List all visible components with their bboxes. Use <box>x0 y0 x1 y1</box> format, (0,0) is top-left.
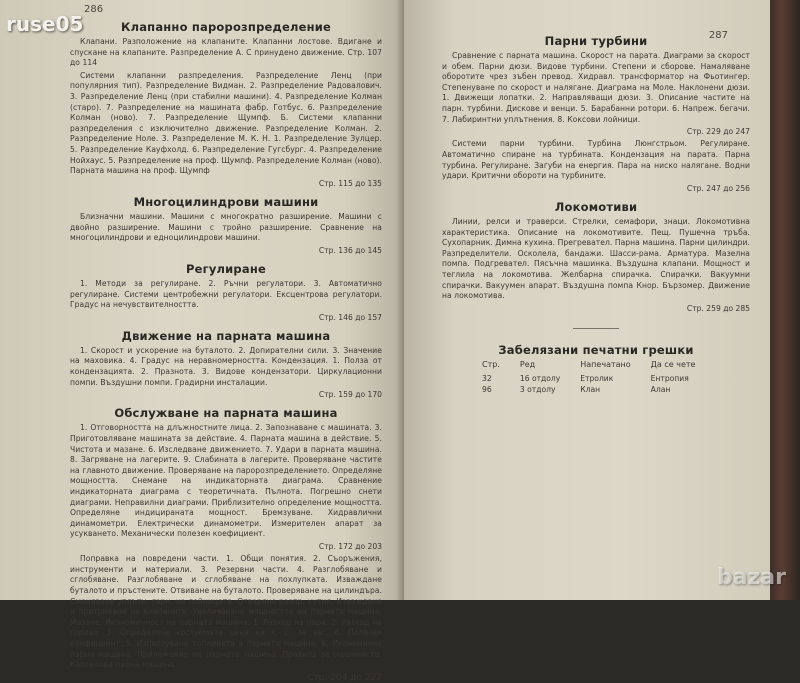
page-reference: Стр. 115 до 135 <box>318 178 382 188</box>
page-reference: Стр. 136 до 145 <box>318 245 382 255</box>
errata-header: Ред <box>519 359 536 369</box>
section-title: Обслужване на парната машина <box>114 406 338 421</box>
section-paragraph: Системи парни турбини. Турбина Люнгстрьом. Регулиране. Автоматично спиране на турбината. Кондензация на парата. Парна турбина. Регулиране. Загуби на енергия. Пара на ниско налягане. Водни удари. Критични обороти на турбините. <box>442 139 750 181</box>
page-reference: Стр. 229 до 247 <box>686 127 750 137</box>
section-divider <box>573 328 619 329</box>
page-reference: Стр. 146 до 157 <box>318 312 382 322</box>
section-title: Локомотиви <box>554 199 638 214</box>
errata-cell: 16 отдолу <box>519 373 561 383</box>
seller-watermark: ruse05 <box>6 12 84 36</box>
errata-title: Забелязани печатни грешки <box>498 342 694 357</box>
section-paragraph: Линии, релси и траверси. Стрелки, семафори, знаци. Локомотивна характеристика. Описание на локомотивите. Пещ. Пушечна тръба. Сухопарник. Димна кухина. Прегревател. Парна машина. Парни цилиндри. Разпределители. Осколела, бандажи. Шасси-рама. Арматура. Мазелна помпа. Подгревател. Пясъчна машинка. Въздушна клапани. Мощност и теглила на локомотива. Желбарна спирачка. Спирачки. Вакуумни спирачки. Вакуумен апарат. Въздушна помпа Кнор. Бързомер. Движение на локомотива. <box>442 216 750 301</box>
errata-header: Стр. <box>482 359 500 369</box>
section-title: Многоцилиндрови машини <box>133 194 319 209</box>
table-row <box>482 384 715 395</box>
errata-header: Да се чете <box>650 359 696 369</box>
section-paragraph: 1. Отговорността на длъжностните лица. 2. Запознаване с машината. 3. Приготовляване машината за действие. 4. Парната машина в действие. 5. Чистота и мазане. 6. Изследване движението. 7. Удари в парната машина. 8. Загряване на лагерите. 9. Слабината в лагерите. Проверяване частите на главното движение. Проверяване на паророзпределението. Определяне мощността. Снемане на индикаторната диаграма. Сравнение индикаторната диаграма с теоретичната. Пълнота. Погрешно снети диаграми. Неправилни диаграми. Приблизително определение мощността. Определяне индицираната мощност. Бремзуване. Хидравлични динамометри. Електрически динамометри. Измерителен апарат за усукването. Механически полезен коефициент. <box>70 423 382 539</box>
book-cover-edge <box>770 0 800 600</box>
page-reference: Стр. 247 до 256 <box>686 183 750 193</box>
page-reference: Стр. 204 до 227 <box>307 672 382 683</box>
page-reference: Стр. 159 до 170 <box>318 390 382 400</box>
errata-table <box>482 360 715 395</box>
page-number-left: 286 <box>84 4 104 15</box>
errata-cell: Ентропия <box>650 373 689 383</box>
section-paragraph: Сравнение с парната машина. Скорост на парата. Диаграми за скорост и обем. Парни дюзи. Видове турбини. Степени и сборове. Намаляване оборотите чрез зъбен превод. Хидравл. трансформатор на Фьотингер. Степенуване по скорост и налягане. Диаграма на Моле. Наклонени дюзи. 1. Движещи лопатки. 2. Направляващи дюзи. 3. Описание частите на парн. турбини. Дискове и венци. 5. Барабанни ротори. 6. Напреж. бегачи. 7. Лабиринтни уплътнения. 8. Коксови лойници. <box>442 51 750 124</box>
errata-header: Напечатано <box>580 359 631 369</box>
errata-cell: 32 <box>482 373 492 383</box>
section-title: Регулиране <box>186 261 266 276</box>
section-paragraph: 1. Скорост и ускорение на буталото. 2. Допирателни сили. 3. Значение на маховика. 4. Градус на неравномерността. Кондензация. 1. Полза от кондензацията. 2. Празнота. 3. Видове кондензатори. Циркулационни помпи. Въздушни помпи. Градирни инсталации. <box>70 345 382 387</box>
site-logo: bazar <box>716 565 786 590</box>
section-paragraph: Клапани. Разположение на клапаните. Клапанни лостове. Вдигане и спускане на клапаните. Разпределение А. С принудено движение. Стр. 107 до 114 <box>70 37 382 68</box>
errata-cell: Клан <box>580 384 601 394</box>
section-title: Клапанно паророзпределение <box>120 20 332 34</box>
errata-cell: Етролик <box>580 373 614 383</box>
page-number-right: 287 <box>708 30 728 41</box>
errata-cell: 3 отдолу <box>519 384 556 394</box>
errata-header-row <box>482 360 715 373</box>
section-paragraph: Поправка на повредени части. 1. Общи понятия. 2. Съоръжения, инструменти и материали. 3. Резервни части. 4. Разглобяване и сглобяване. Разглобяване и сглобяване на похлупката. Изваждане буталото и пръстените. Отвиване на буталото. Проверяване на цилиндъра. Сменяване уплътн. гарн. на лойницата. Отваряне разпр. кутия. Изваждане и притриване на клапаните. Увеличаване мощността на парната машина. Мазане. Икономичност на парната машина. 1. Разход на пара. 2. Разход на гориво. 3. Определяне костуемата цена на к. с. за час. 4. Полезен коефициент. 5. Използуване топлината в парната машина. 6. Икономична парна машина. Приложение на парната машина. Правила за машиниста. Капселова парна машина. <box>70 554 382 670</box>
errata-cell: Алан <box>650 384 671 394</box>
section-title: Движение на парната машина <box>121 328 331 343</box>
page-reference: Стр. 259 до 285 <box>686 303 750 313</box>
section-paragraph: Близначни машини. Машини с многократно разширение. Машини с двойно разширение. Машини с тройно разширение. Сравнение на многоцилиндрови и едноцилиндрови машини. <box>70 211 382 243</box>
table-row <box>482 373 715 384</box>
section-paragraph: Системи клапанни разпределения. Разпределение Ленц (при популярния тип). Разпределение Видман. 2. Разпределение Радовалович. 3. Разпределение Ленц (при стабилни машини). 4. Разпределение Колман (старо). 7. Разпределение на машината фабр. Готбус. 6. Разпределение Колман (ново). 7. Разпределение Щумпф. Б. Системи клапанни разпределения с изключително движение. Разпределение Колман. 2. Разпределение Ноле. 3. Разпределение М. К. Н. 1. Разпределение Зулцер. 5. Разпределение Кауфхолд. 6. Разпределение Гугсбург. 4. Разпределение Нойхаус. 5. Разпределение на проф. Щумпф. Разпределение Колман (ново). Парната машина на проф. Щумпф <box>70 70 382 176</box>
errata-cell: 96 <box>482 384 492 394</box>
section-paragraph: 1. Методи за регулиране. 2. Ръчни регулатори. 3. Автоматично регулиране. Системи центробежни регулатори. Ексцентрова регулатори. Градус на нечувствителността. <box>70 278 382 310</box>
page-reference: Стр. 172 до 203 <box>318 542 382 551</box>
right-page <box>404 0 770 600</box>
section-title: Парни турбини <box>544 34 648 48</box>
